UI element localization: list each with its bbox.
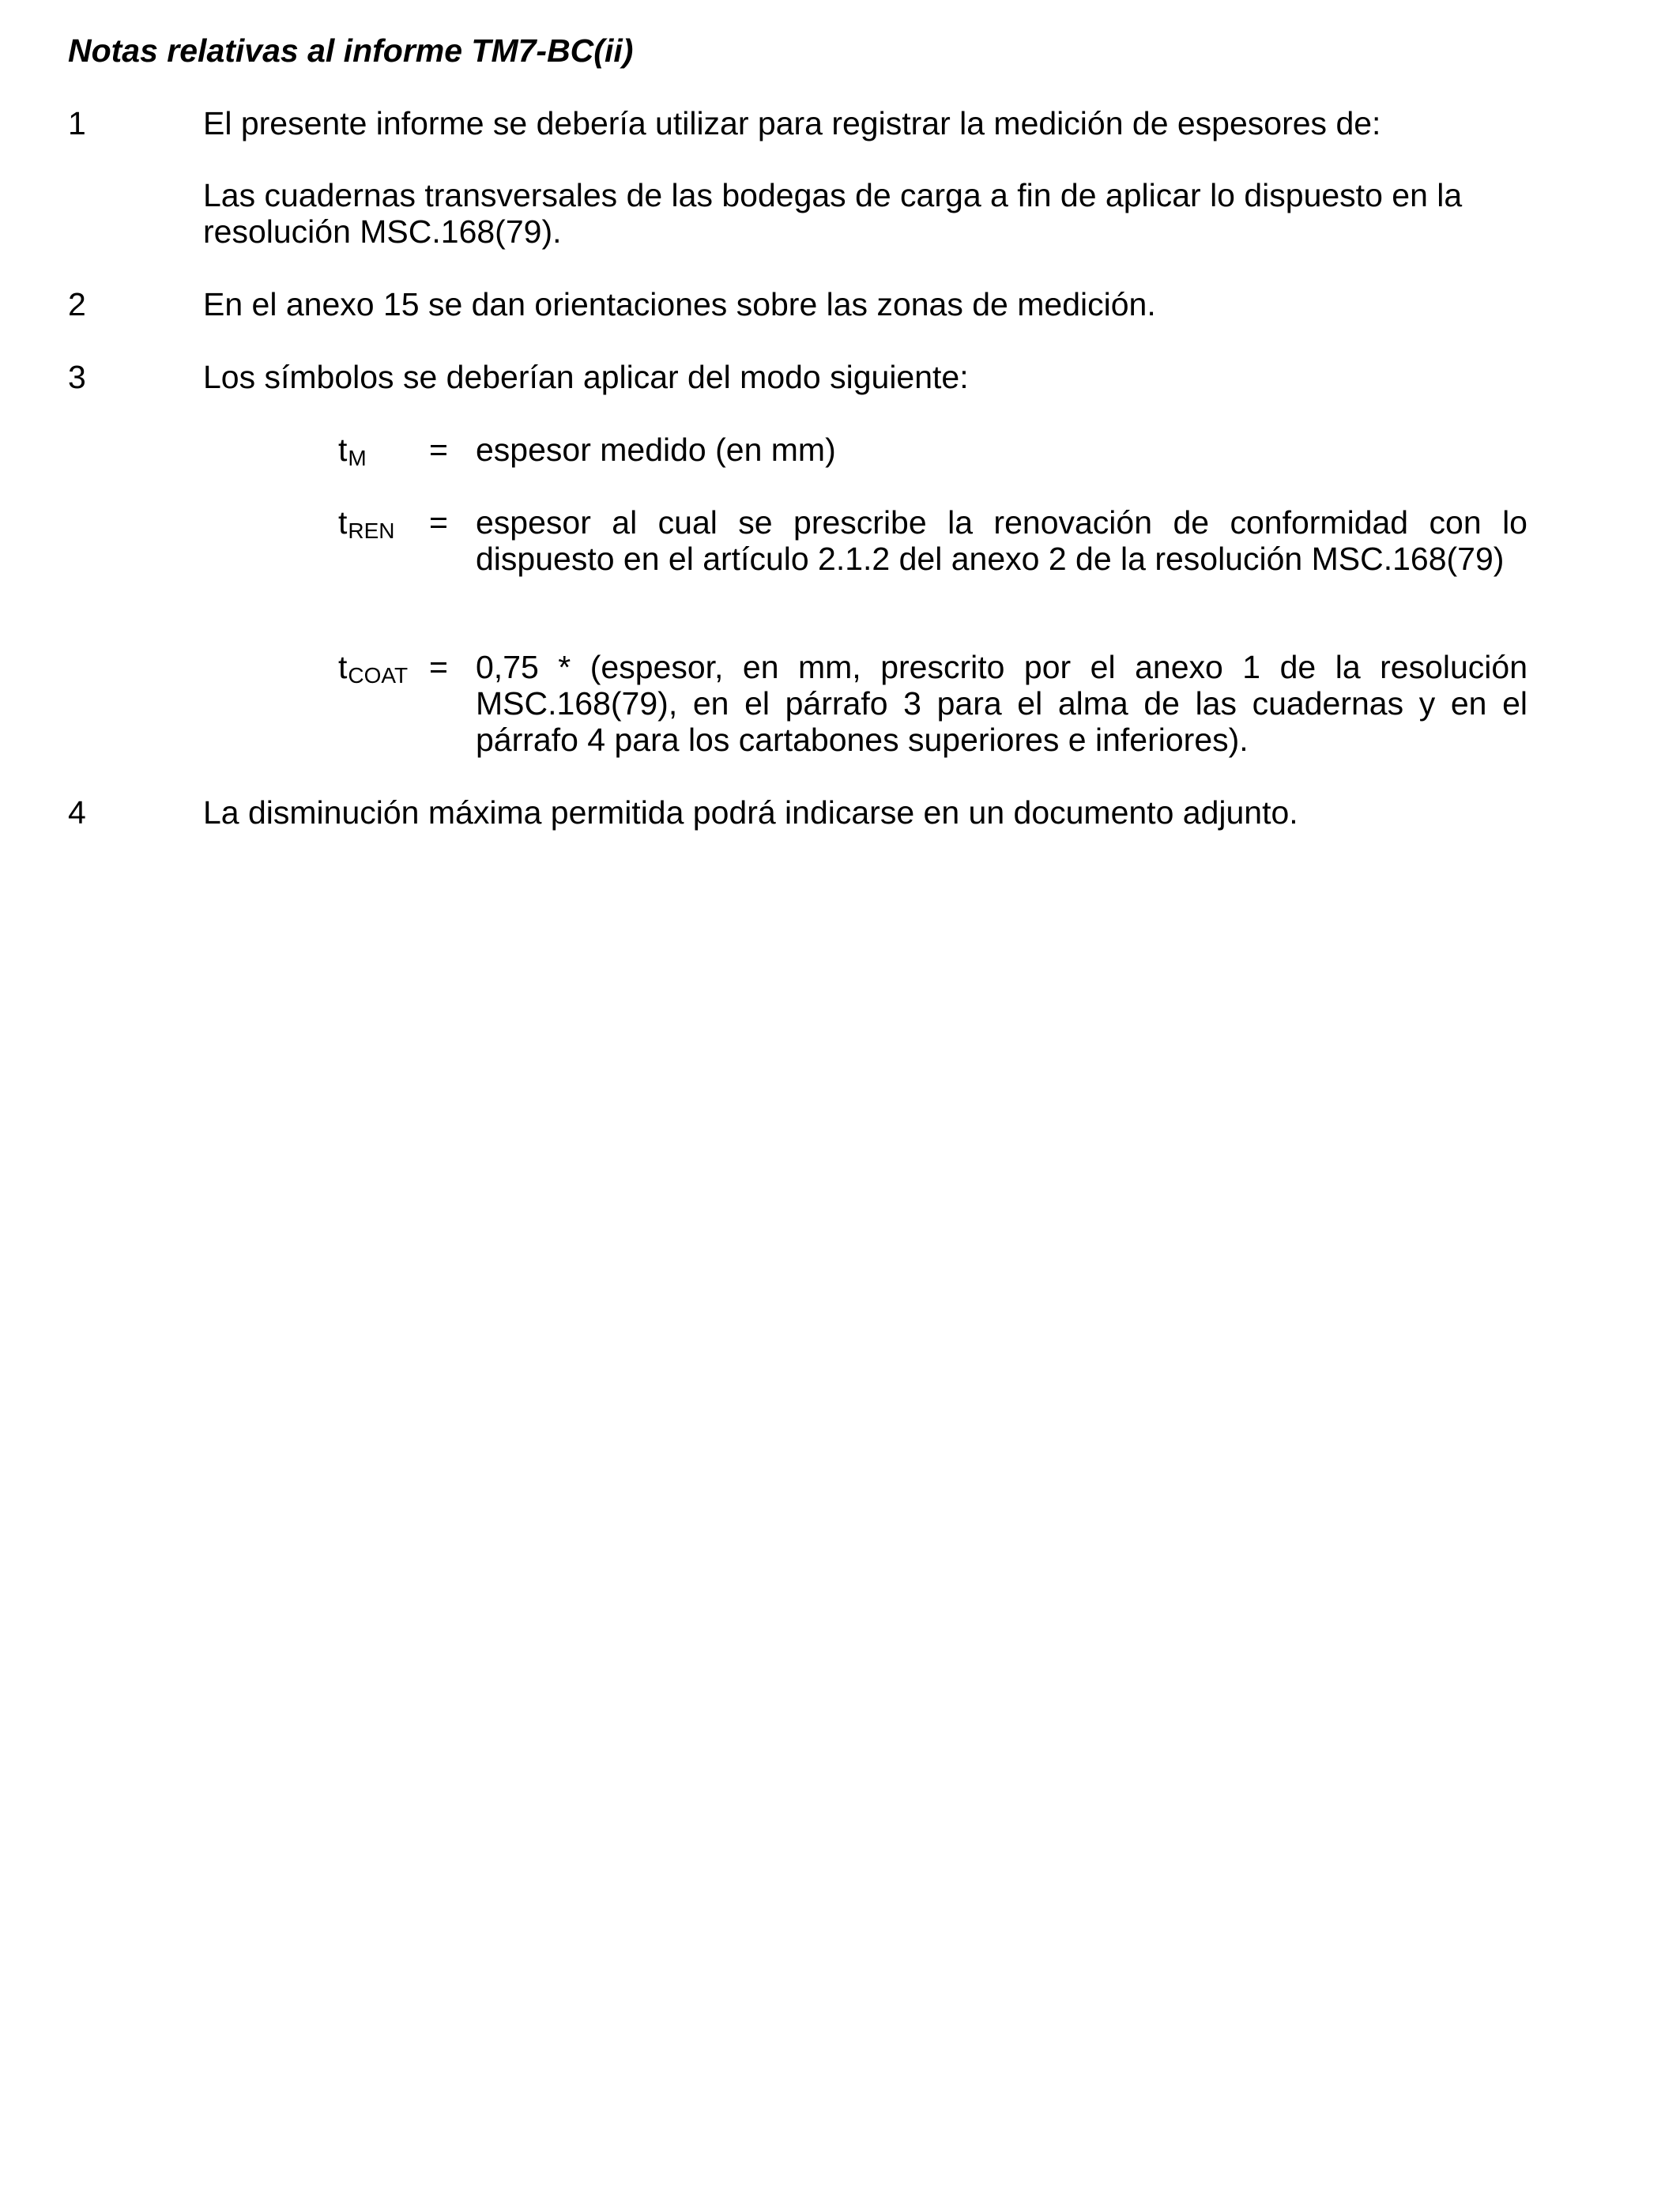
symbol-t-ren-definition: espesor al cual se prescribe la renovación de conformidad con lo dispuesto en el artículo 2.1.2 del anexo 2 de la resolución MSC.168(79): [476, 504, 1527, 577]
document-title: Notas relativas al informe TM7-BC(ii): [68, 32, 634, 69]
note-3-text: Los símbolos se deberían aplicar del modo siguiente:: [203, 359, 969, 395]
note-1-number: 1: [68, 105, 86, 141]
symbol-equals: =: [429, 649, 448, 685]
note-3-number: 3: [68, 359, 86, 395]
symbol-t-coat-definition: 0,75 * (espesor, en mm, prescrito por el anexo 1 de la resolución MSC.168(79), en el párrafo 3 para el alma de las cuadernas y en el párrafo 4 para los cartabones superiores e inferiores).: [476, 649, 1527, 758]
symbol-equals: =: [429, 504, 448, 541]
symbol-subscript: M: [348, 446, 367, 470]
note-2-number: 2: [68, 286, 86, 322]
symbol-base: t: [338, 649, 348, 685]
symbol-subscript: COAT: [348, 663, 409, 688]
symbol-base: t: [338, 504, 348, 541]
note-2-text: En el anexo 15 se dan orientaciones sobre las zonas de medición.: [203, 286, 1156, 322]
note-4-number: 4: [68, 794, 86, 831]
symbol-t-m-definition: espesor medido (en mm): [476, 432, 836, 468]
note-1-continuation: Las cuadernas transversales de las bodegas de carga a fin de aplicar lo dispuesto en la resolución MSC.168(79).: [203, 177, 1463, 250]
symbol-equals: =: [429, 432, 448, 468]
symbol-base: t: [338, 432, 348, 468]
symbol-t-ren: [338, 504, 395, 545]
note-1-text: El presente informe se debería utilizar para registrar la medición de espesores de:: [203, 105, 1381, 141]
note-4-text: La disminución máxima permitida podrá indicarse en un documento adjunto.: [203, 794, 1298, 831]
symbol-t-m: [338, 432, 367, 472]
symbol-subscript: REN: [348, 518, 395, 543]
symbol-t-coat: [338, 649, 408, 689]
